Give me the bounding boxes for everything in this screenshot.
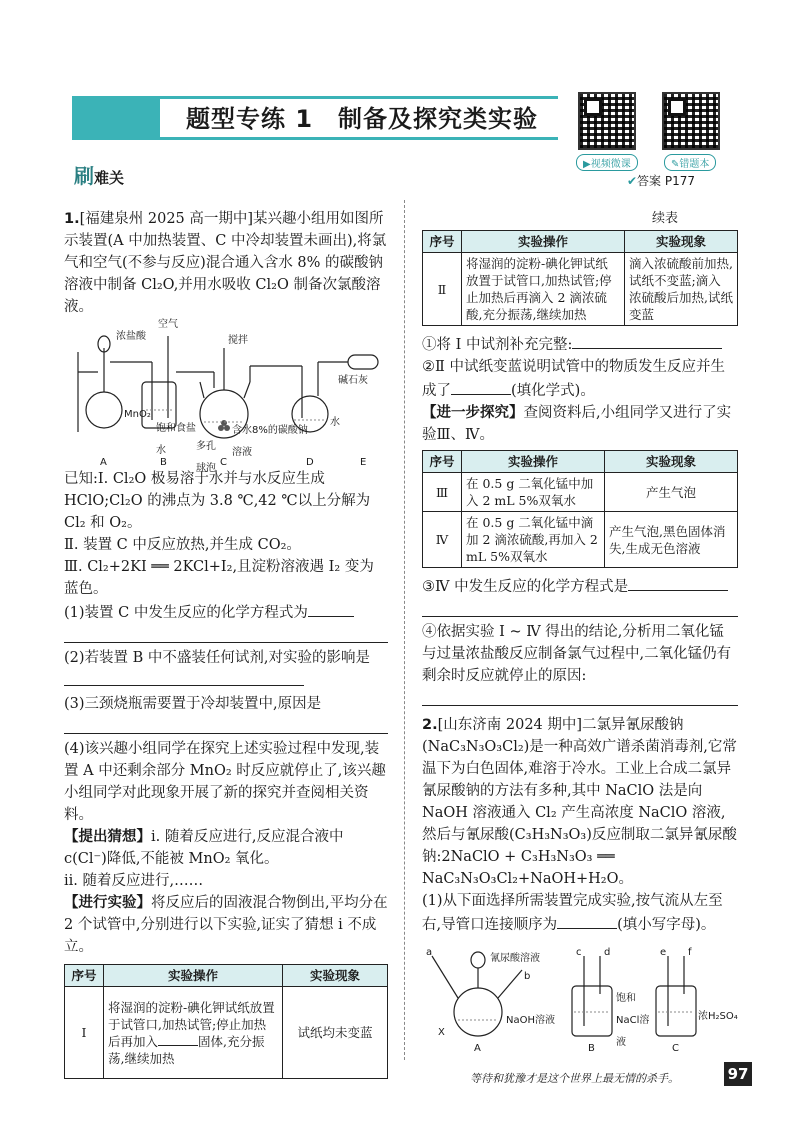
fig2-label-x: X [438, 1027, 445, 1038]
answer-blank[interactable] [572, 332, 722, 349]
answer-blank[interactable] [308, 600, 354, 617]
answer-ref: ✔答案 P177 [626, 174, 695, 188]
fig2-label-h2so4: 浓H₂SO₄ [698, 1011, 738, 1022]
qr-video-label: ▶视频微课 [576, 154, 638, 171]
table-cell: Ⅰ [65, 987, 104, 1079]
q1-known-3: Ⅲ. Cl₂+2KI ══ 2KCl+I₂,且淀粉溶液遇 I₂ 变为蓝色。 [64, 559, 374, 597]
section-label: 难关 [94, 169, 125, 187]
experiment-table-2 [422, 450, 738, 568]
experiment-table-1-cont [422, 230, 738, 326]
section-tag [74, 160, 124, 189]
q1-known-2: Ⅱ. 装置 C 中反应放热,并生成 CO₂。 [64, 537, 301, 553]
qr-code-wrongbook[interactable] [662, 92, 720, 150]
table-cell: 产生气泡,黑色固体消失,生成无色溶液 [605, 512, 738, 568]
page-title: 题型专练 1 制备及探究类实验 [185, 105, 539, 133]
q1-sub1: (1)装置 C 中发生反应的化学方程式为 [64, 600, 388, 624]
fig-letter-e: E [360, 457, 367, 468]
play-icon: ▶ [583, 159, 591, 170]
q1-c3: ③Ⅳ 中发生反应的化学方程式是 [422, 574, 738, 598]
fig2-label-naoh: NaOH溶液 [506, 1015, 555, 1026]
fig2-label-cyanuric: 氰尿酸溶液 [490, 953, 540, 964]
table-header: 实验操作 [462, 451, 605, 473]
q1-hypothesis: 【提出猜想】ⅰ. 随着反应进行,反应混合液中 c(Cl⁻)降低,不能被 MnO₂ 氧化。 [64, 828, 344, 867]
qr-wrongbook-label: ✎错题本 [664, 154, 716, 171]
fig-label-water: 水 [330, 417, 340, 428]
answer-blank[interactable] [158, 1033, 198, 1046]
table-header: 实验操作 [462, 231, 625, 253]
experiment-table-1 [64, 964, 388, 1079]
fig2-letter-a: A [474, 1043, 481, 1054]
fig-label-sphere: 多孔球泡 [196, 441, 216, 474]
table-cell: 将湿润的淀粉-碘化钾试纸放置于试管口,加热试管;停止加热后再加入 固体,充分振荡,继续加热 [104, 987, 283, 1079]
answer-line[interactable] [64, 715, 388, 734]
answer-blank[interactable] [557, 912, 617, 929]
q1-sub2: (2)若装置 B 中不盛装任何试剂,对实验的影响是 [64, 647, 388, 693]
q2-sub1: (1)从下面选择所需装置完成实验,按气流从左至右,导管口连接顺序为 (填小写字母)。 [422, 893, 723, 933]
right-column [422, 208, 738, 1054]
table-cell: 产生气泡 [605, 473, 738, 512]
answer-line[interactable] [422, 598, 738, 617]
table-header: 序号 [423, 451, 462, 473]
fig-label-stir: 搅拌 [228, 335, 248, 346]
fig-label-mno2: MnO₂ [124, 409, 151, 420]
table-cell: 在 0.5 g 二氧化锰中滴加 2 滴浓硫酸,再加入 2 mL 5%双氧水 [462, 512, 605, 568]
fig2-port-d: d [604, 947, 611, 958]
pencil-icon: ✎ [671, 159, 680, 170]
q1-sub3: (3)三颈烧瓶需要置于冷却装置中,原因是 [64, 696, 322, 712]
table-cell: 将湿润的淀粉-碘化钾试纸放置于试管口,加热试管;停止加热后再滴入 2 滴浓硫酸,充分振荡,继续加热 [462, 253, 625, 326]
q2-intro: 2.[山东济南 2024 期中]二氯异氰尿酸钠(NaC₃N₃O₃Cl₂)是一种高效广谱杀菌消毒剂,它常温下为白色固体,难溶于冷水。工业上合成二氯异氰尿酸钠的方法有多种,其中 NaClO 法是向 NaOH 溶液通入 Cl₂ 产生高浓度 NaClO 溶液,然后与氰尿酸(C₃H₃N₃O₃)反应制取二氯异氰尿酸钠:2NaClO + C₃H₃N₃O₃ ══ NaC₃N₃O₃Cl₂+NaOH+H₂O。 [422, 717, 737, 887]
table-header: 序号 [423, 231, 462, 253]
table-cell: 在 0.5 g 二氧化锰中加入 2 mL 5%双氧水 [462, 473, 605, 512]
footer-motto: 等待和犹豫才是这个世界上最无情的杀手。 [470, 1072, 679, 1085]
fig2-letter-b: B [588, 1043, 595, 1054]
fig2-port-a: a [426, 947, 433, 958]
answer-line[interactable] [64, 624, 388, 643]
q1-further: 【进一步探究】查阅资料后,小组同学又进行了实验Ⅲ、Ⅳ。 [422, 404, 732, 443]
fig2-letter-c: C [672, 1043, 679, 1054]
fig-label-hcl: 浓盐酸 [116, 331, 146, 342]
q1-hypothesis-2: ⅱ. 随着反应进行,…… [64, 873, 204, 889]
table-header: 实验现象 [625, 231, 738, 253]
table-cell: 滴入浓硫酸前加热,试纸不变蓝;滴入浓硫酸后加热,试纸变蓝 [625, 253, 738, 326]
table-cell: Ⅲ [423, 473, 462, 512]
fig-letter-d: D [306, 457, 314, 468]
fig2-port-b: b [524, 971, 531, 982]
table-cell: Ⅱ [423, 253, 462, 326]
page-number: 97 [724, 1062, 752, 1086]
q1-known-1: 已知:Ⅰ. Cl₂O 极易溶于水并与水反应生成 HClO;Cl₂O 的沸点为 3.8 ℃,42 ℃以上分解为 Cl₂ 和 O₂。 [64, 471, 371, 531]
fig2-port-c: c [576, 947, 582, 958]
continued-label: 续表 [651, 211, 678, 226]
q1-c4: ④依据实验 Ⅰ ~ Ⅳ 得出的结论,分析用二氧化锰与过量浓盐酸反应制备氯气过程中,二氧化锰仍有剩余时反应就停止的原因: [422, 624, 732, 684]
check-icon: ✔ [626, 174, 638, 188]
qr-code-video[interactable] [578, 92, 636, 150]
section-prefix: 刷 [74, 164, 94, 188]
answer-blank[interactable] [451, 378, 511, 395]
fig-letter-b: B [160, 457, 167, 468]
answer-blank[interactable] [628, 574, 728, 591]
fig-label-brine: 饱和食盐水 [156, 423, 196, 456]
answer-line[interactable] [422, 687, 738, 706]
table-header: 实验现象 [283, 965, 388, 987]
q1-intro: 1.[福建泉州 2025 高一期中]某兴趣小组用如图所示装置(A 中加热装置、C 中冷却装置未画出),将氯气和空气(不参与反应)混合通入含水 8% 的碳酸钠溶液中制备 Cl₂O,并用水吸收 Cl₂O 制备次氯酸溶液。 [64, 211, 387, 315]
fig2-label-nacl: 饱和NaCl溶液 [616, 993, 650, 1048]
table-header: 序号 [65, 965, 104, 987]
q1-experiment: 【进行实验】将反应后的固液混合物倒出,平均分在 2 个试管中,分别进行以下实验,证实了猜想 ⅰ 不成立。 [64, 894, 388, 955]
table-cell: Ⅳ [423, 512, 462, 568]
apparatus-figure-q1 [64, 322, 388, 462]
answer-blank[interactable] [64, 669, 304, 686]
left-column [64, 208, 388, 1079]
table-cell: 试纸均未变蓝 [283, 987, 388, 1079]
column-divider [404, 200, 405, 1060]
fig-letter-c: C [220, 457, 227, 468]
table-header: 实验操作 [104, 965, 283, 987]
fig-label-air: 空气 [158, 319, 178, 330]
q1-sub4: (4)该兴趣小组同学在探究上述实验过程中发现,装置 A 中还剩余部分 MnO₂ 时反应就停止了,该兴趣小组同学对此现象开展了新的探究并查阅相关资料。 [64, 741, 386, 823]
q1-c1: ①将 Ⅰ 中试剂补充完整: [422, 332, 738, 356]
fig2-port-f: f [688, 947, 692, 958]
q1-c2: ②Ⅱ 中试纸变蓝说明试管中的物质发生反应并生成了 (填化学式)。 [422, 359, 725, 399]
fig-label-na2co3: 含水8%的碳酸钠溶液 [232, 425, 308, 458]
fig-label-lime: 碱石灰 [338, 375, 368, 386]
fig2-port-e: e [660, 947, 667, 958]
fig-letter-a: A [100, 457, 107, 468]
table-header: 实验现象 [605, 451, 738, 473]
